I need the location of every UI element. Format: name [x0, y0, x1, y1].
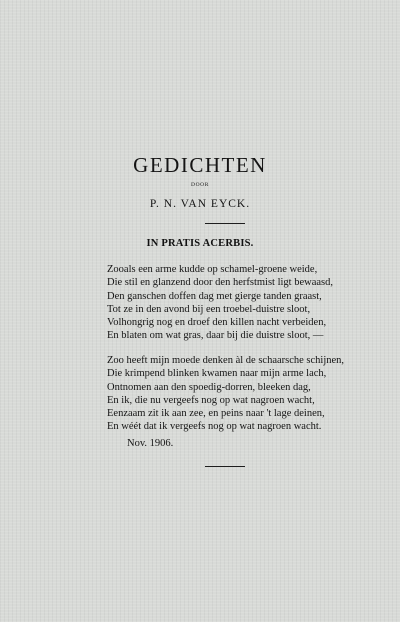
by-line: DOOR	[191, 182, 209, 188]
poem-line: En ik, die nu vergeefs nog op wat nagroen wacht,	[107, 394, 315, 406]
poem-date: Nov. 1906.	[127, 438, 174, 449]
author-name: P. N. VAN EYCK.	[149, 198, 251, 210]
poem-line: Zooals een arme kudde op schamel-groene weide,	[107, 264, 318, 275]
poem-line: Die krimpend blinken kwamen naar mijn arme lach,	[107, 368, 327, 380]
stanza-2	[107, 354, 344, 434]
poem-line: Zoo heeft mijn moede denken àl de schaarsche schijnen,	[107, 355, 345, 366]
divider-bottom	[205, 466, 245, 467]
poem-line: En blaten om wat gras, daar bij die duistre sloot, —	[107, 330, 324, 342]
poem-title: IN PRATIS ACERBIS.	[146, 238, 254, 249]
poem-line: Eenzaam zit ik aan zee, en peins naar 't lage deinen,	[107, 408, 325, 420]
poem-line: Den ganschen doffen dag met gierge tanden graast,	[107, 290, 322, 302]
poem-line: En wéét dat ik vergeefs nog op wat nagroen wacht.	[107, 421, 322, 433]
divider-top	[205, 223, 245, 224]
poem-line: Volhongrig nog en droef den killen nacht verbeiden,	[107, 317, 327, 329]
poem-line: Die stil en glanzend door den herfstmist ligt bewaasd,	[107, 277, 333, 289]
poem-line: Ontnomen aan den spoedig-dorren, bleeken dag,	[107, 381, 311, 393]
stanza-1	[107, 263, 333, 343]
book-title: GEDICHTEN	[133, 153, 267, 177]
poem-line: Tot ze in den avond bij een troebel-duistre sloot,	[107, 303, 311, 315]
